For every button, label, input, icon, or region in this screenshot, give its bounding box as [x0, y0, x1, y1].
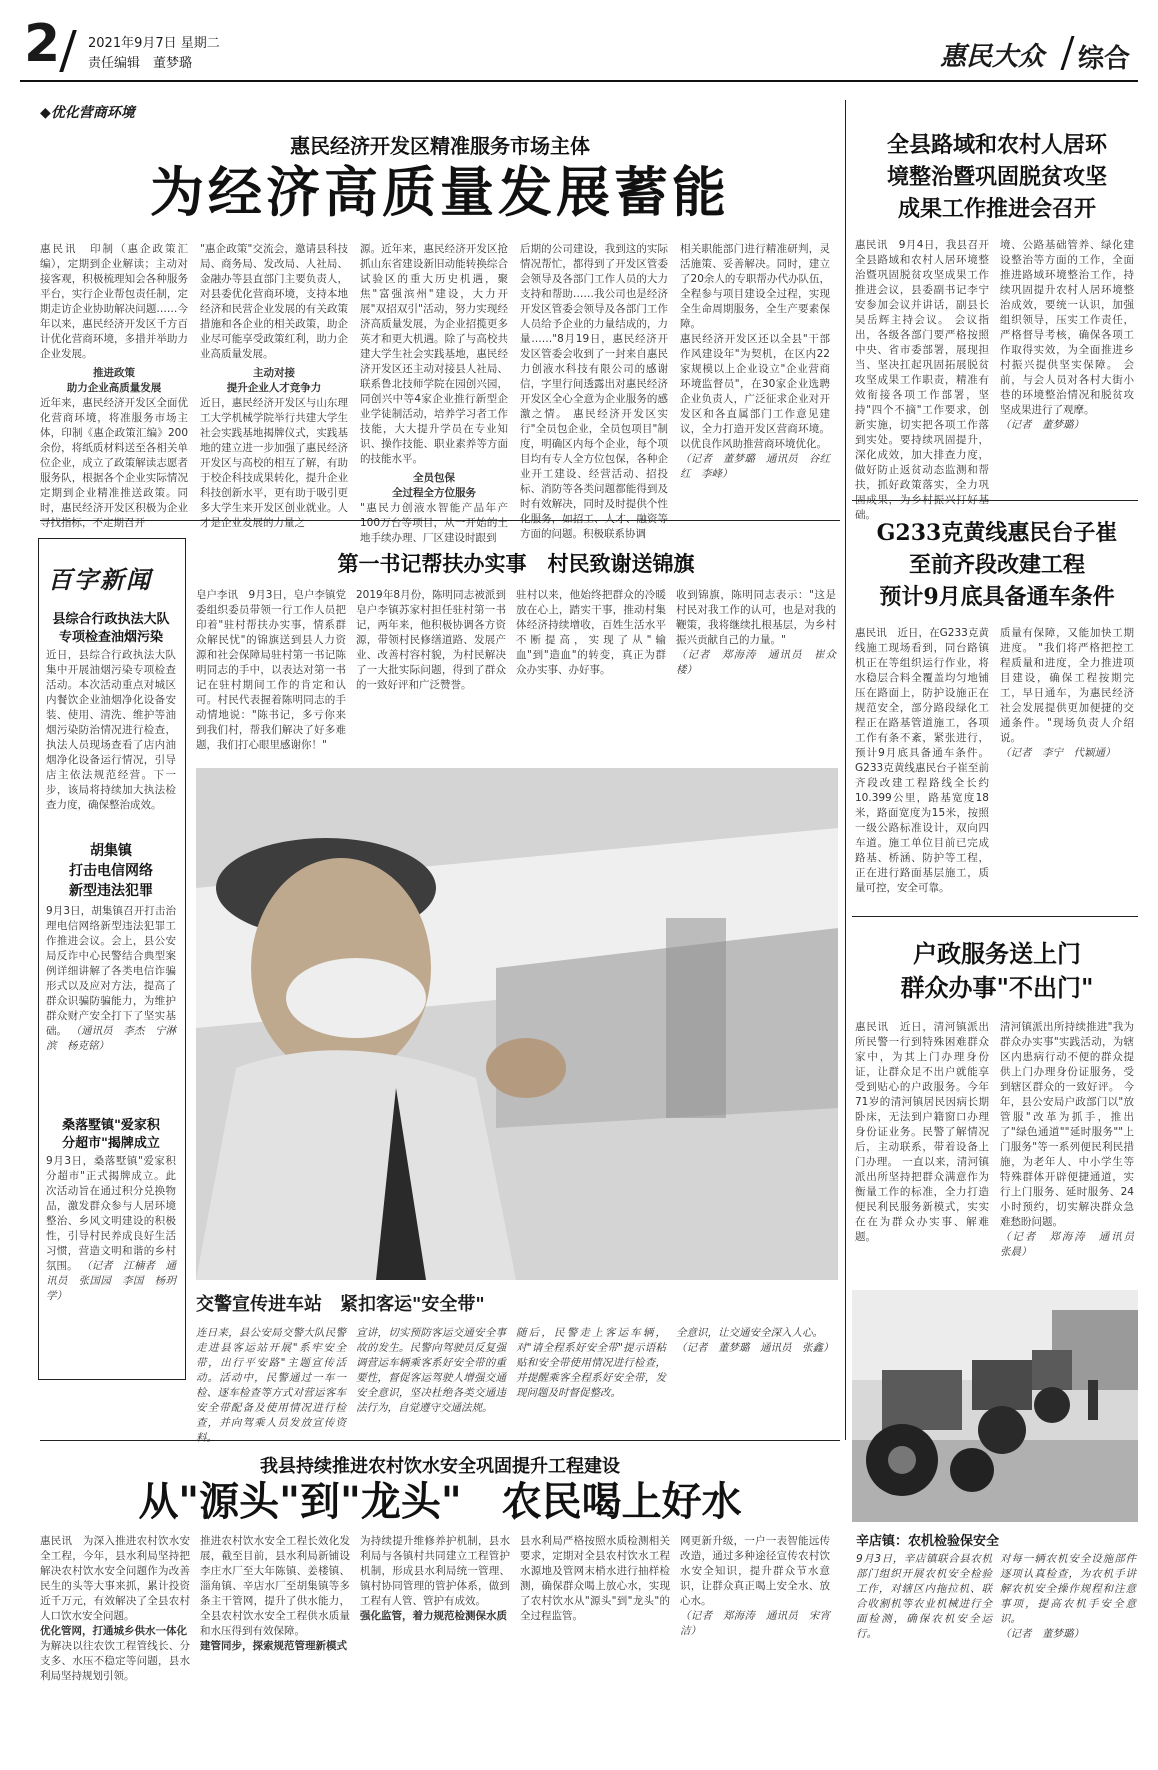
lead-col-2: [200, 242, 348, 529]
lead-right-rule: [845, 100, 846, 520]
bottom-col-2-text: 推进农村饮水安全工程长效化发展，截至目前，县水利局新铺设李庄水厂至大年陈镇、姜楼镇、淄角镇、辛店水厂至胡集镇等多条主干管网，提升了供水能力，全县农村饮水安全工程供水质量和水压得到有效保障。: [200, 1535, 350, 1637]
page-number: 2: [24, 14, 61, 74]
lead-col-5: [680, 242, 830, 512]
lead-col-5b-text: 惠民经济开发区还以全县"干部作风建设年"为契机，在区内22家规模以上企业设立"企业营商环境监督员"，在30家企业选聘企业负责人，广泛征求企业对开发区和各直属部门工作意见建议，全力打造开发区营商环境。以优良作风助推营商环境优化。: [680, 333, 830, 450]
rt-byline: （记者 董梦璐）: [1000, 419, 1084, 431]
rl-byline: （记者 郑海涛 通讯员 张晨）: [1000, 1231, 1145, 1258]
mid-col-1: 皂户李讯 9月3日，皂户李镇党委组织委员带领一行工作人员把印着"驻村帮扶办实事，情系群众解民忧"的锦旗送到县人力资源和社会保障局驻村第一书记陈明同志的手中，以表达对第一书记在驻村期间工作的肯定和认可。村民代表握着陈明同志的手动情地说："陈书记，多亏你来到我们村，帮我们解决了好多难题，我们打心眼里感谢你！": [196, 589, 346, 751]
rt-headline-3: 成果工作推进会召开: [897, 196, 1096, 222]
lead-col-2-text: "惠企政策"交流会，邀请县科技局、商务局、发改局、人社局、金融办等县直部门主要负责人，对县委优化营商环境，支持本地经济和民营企业发展的有关政策措施和各企业的相关政策，助企业尽可能享受政策红利，助力企业高质量发展。: [200, 243, 348, 360]
sb1-title-1: 县综合行政执法大队: [52, 612, 170, 627]
sb3-body-text: 9月3日，桑落墅镇"爱家积分超市"正式揭牌成立。此次活动旨在通过积分兑换物品，激发群众参与人居环境整治、乡风文明建设的积极性，引导村民养成良好生活习惯，营造文明和谐的乡村氛围。: [46, 1155, 176, 1272]
bottom-col-1b-text: 为解决以往农饮工程管线长、分支多、水压不稳定等问题，县水利局坚持规划引领。: [40, 1640, 190, 1682]
sb1-body: 近日，县综合行政执法大队集中开展油烟污染专项检查活动。本次活动重点对城区内餐饮企业油烟净化设备安装、使用、清洗、维护等油烟污染防治情况进行检查，执法人员现场查看了店内油烟净化设备运行情况，引导店主依法规范经营。下一步，该局将持续加大执法检查力度，确保整治成效。: [46, 649, 176, 811]
bottom-sub-3: 强化监管，着力规范检测保水质: [360, 1610, 507, 1622]
lead-bottom-rule: [40, 520, 840, 521]
lead-sub-2b: 提升企业人才竞争力: [226, 382, 322, 394]
masthead-divider-icon: [1060, 36, 1074, 70]
cap-byline: （记者 董梦璐 通讯员 张鑫）: [676, 1342, 834, 1354]
lead-col-4-text: 后期的公司建设，我到这的实际情况帮忙，都得到了开发区管委会领导及各部门工作人员的大力支持和帮助……我公司也是经济开发区管委会领导及各部门工作人员给予企业的力量结成的，力量……"8月19日，惠民经济开发区管委会收到了一封来自惠民力创液水科技有限公司的感谢信，字里行间透露出对惠民经济开发区全心全意为企业服务的感激之情。: [520, 243, 668, 420]
bottom-col-1-text: 惠民讯 为深入推进农村饮水安全工程，今年，县水利局坚持把解决农村饮水安全问题作为改善民生的头等大事来抓，累计投资近千万元，有效解决了全县农村人口饮水安全问题。: [40, 1535, 190, 1622]
bottom-col-2: [200, 1534, 350, 1760]
lead-col-3b-text: "惠民力创液水智能产品年产100万台等项目，从一开始的土地手续办理、厂区建设时跟到: [360, 502, 508, 544]
column-tag: ◆优化营商环境: [40, 105, 135, 121]
cap-col-4-text: 全意识，让交通安全深入人心。: [676, 1327, 823, 1339]
tractor-col-2: [1000, 1552, 1136, 1760]
rt-headline-2: 境整治暨巩固脱贫攻坚: [886, 164, 1107, 190]
sb2-body: [46, 904, 176, 1104]
bottom-section-rule: [40, 1440, 840, 1441]
cap-col-2: 宣讲，切实预防客运交通安全事故的发生。民警向驾驶员反复强调营运车辆乘客系好安全带的重要性，督促客运驾驶人增强交通安全意识，坚决杜绝各类交通违法行为，自觉遵守交通法规。: [356, 1327, 506, 1414]
lead-sub-3b: 全过程全方位服务: [392, 487, 476, 499]
lead-col-1-text: 惠民讯 印制（惠企政策汇编），定期到企业解读；主动对接客观，积极梳理知会各种服务平台，实行企业帮包责任制，定期走访企业协助解决问题……今年以来，惠民经济开发区千方百计优化营商环境，多措并举助力企业发展。: [40, 243, 188, 360]
lead-col-4b-text: 惠民经济开发区实行"全员包企业，全员包项目"制度，明确区内每个企业，每个项目均有专人全方位包保，各种企业开工建设、经营活动、招投标、消防等各类问题都能得到及时有效解决，同时及时提供个性化服务，如招工、人才、融资等方面的问题。积极联系协调: [520, 408, 669, 540]
rt-bottom-rule: [852, 500, 1138, 501]
sb2-title-2: 打击电信网络: [69, 863, 153, 879]
lead-col-3: [360, 242, 508, 544]
rt-col-2: [1000, 238, 1134, 490]
sb2-title-1: 胡集镇: [90, 843, 132, 859]
sidebar-title: 百字新闻: [48, 565, 152, 594]
bottom-col-5-text: 网更新升级，一户一表智能远传改造，通过多种途径宣传农村饮水安全知识，提升群众节水意识，让群众真正喝上安全水、放心水。: [680, 1535, 830, 1607]
bottom-col-4: 县水利局严格按照水质检测相关要求，定期对全县农村饮水工程水源地及管网末梢水进行抽样检测，确保群众喝上放心水，实现了农村饮水从"源头"到"龙头"的全过程监管。: [520, 1535, 670, 1622]
rt-col-2b-text: 会前，与会人员对各村大街小巷的环境整治情况和脱贫攻坚成果进行了观摩。: [1000, 359, 1134, 416]
bottom-sub-2: 建管同步，探索规范管理新模式: [200, 1640, 347, 1652]
rl-col-1: [855, 1020, 989, 1278]
mid-col-4: [676, 588, 836, 760]
page-slash-icon: [59, 30, 77, 72]
lead-sub-2: 主动对接: [253, 367, 295, 379]
sb3-title-2: 分超市"揭牌成立: [62, 1136, 160, 1151]
paper-name: 惠民大众: [940, 42, 1045, 72]
rl-headline-2: 群众办事"不出门": [900, 973, 1094, 1002]
masthead-rule: [20, 80, 1138, 82]
lead-col-1b-text: 近年来，惠民经济开发区全面优化营商环境，将准服务市场主体，印制《惠企政策汇编》200余份，将纸质材料送至各相关单位企业，成立了政策解读志愿者服务队，根据各个企业实际情况定期到企业精准推送政策。同时，惠民经济开发区积极为企业寻找指标，不定期召开: [40, 397, 188, 529]
lead-col-3-text: 源。近年来，惠民经济开发区抢抓山东省建设新旧动能转换综合试验区的重大历史机遇，聚焦"富强滨州"建设，大力开展"双招双引"活动，努力实现经济高质量发展，为企业招揽更多英才和更大机遇。除了与高校共建大学生社会实践基地，惠民经济开发区还主动对接县人社局、联系鲁北技师学院在园创兴园，同创兴中等4家企业推行新型企业学徒制活动，培养学习者工作技能，大大提升学员在专业知识、操作技能、职业素养等方面的技能水平。: [360, 243, 508, 465]
sb3-byline: （记者 江楠者 通讯员 张国园 李国 杨玥学）: [46, 1260, 177, 1302]
bottom-kicker: 我县持续推进农村饮水安全巩固提升工程建设: [260, 1456, 620, 1477]
rm-col-2: [1000, 626, 1134, 904]
rt-headline-1: 全县路域和农村人居环: [886, 132, 1107, 158]
lead-col-5-text: 相关职能部门进行精准研判，灵活施策、妥善解决。同时，建立了20余人的专职帮办代办队伍，全程参与项目建设全过程，实现全生命周期服务，全生产要素保障。: [680, 243, 830, 330]
tractor-col-2-text: 对每一辆农机安全设施部件逐项认真检查，为农机手讲解农机安全操作规程和注意事项，提高农机手安全意识。: [1000, 1553, 1136, 1625]
tractor-byline: （记者 董梦璐）: [1000, 1628, 1084, 1640]
middle-right-rule: [845, 520, 846, 1440]
rm-headline-1: G233克黄线惠民台子崔: [876, 520, 1118, 546]
rl-col-2: [1000, 1020, 1145, 1278]
mid-byline: （记者 郑海涛 通讯员 崔众楼）: [676, 649, 836, 676]
tractor-illustration: [852, 1290, 1138, 1522]
lead-col-1: [40, 242, 188, 529]
sb2-body-text: 9月3日，胡集镇召开打击治理电信网络新型违法犯罪工作推进会议。会上，县公安局反诈中心民警结合典型案例详细讲解了各类电信诈骗形式以及应对方法，提高了群众识骗防骗能力，为维护群众财产安全打下了坚实基础。: [46, 905, 176, 1037]
rt-col-1-text: 惠民讯 9月4日，我县召开全县路域和农村人居环境整治暨巩固脱贫攻坚成果工作推进会议，县委副书记李宁安参加会议并讲话，副县长吴岳辉主持会议。: [855, 239, 989, 326]
rm-col-2b-text: "我们将严格把控工程质量和进度，全力推进项目建设，确保工程按期完工，早日通车，为惠民经济社会发展提供更加便捷的交通条件。"现场负责人介绍说。: [1000, 642, 1134, 744]
rt-col-2-text: 境、公路基础管养、绿化建设整治等方面的工作，全面推进路域环境整治工作，持续巩固提升农村人居环境整治成效，要统一认识，加强组织领导，压实工作责任，严格督导考核，确保各项工作取得实效，为全面推进乡村振兴提供坚实保障。: [1000, 239, 1134, 371]
bottom-sub-1: 优化管网，打通城乡供水一体化: [40, 1625, 187, 1637]
mid-col-3: 驻村以来，他始终把群众的冷暖放在心上，踏实干事，推动村集体经济持续增收，百姓生活水平不断提高，实现了从"输血"到"造血"的转变，真正为群众办实事、办好事。: [516, 589, 666, 676]
mid-headline: 第一书记帮扶办实事 村民致谢送锦旗: [337, 551, 695, 576]
bottom-col-3: [360, 1534, 510, 1760]
rm-col-1b-text: G233克黄线惠民台子崔至前齐段改建工程路线全长约10.399公里，路基宽度18米，路面宽度为15米，按照一级公路标准设计，双向四车道。施工单位目前已完成路基、桥涵、防护等工程，正在进行路面基层施工，质量可控，安全可靠。: [855, 762, 989, 894]
lead-col-2b-text: 近日，惠民经济开发区与山东理工大学机械学院举行共建大学生社会实践基地揭牌仪式，实践基地的建立进一步加强了惠民经济开发区与高校的相互了解，有助于校企科技成果转化，提升企业科技创新水平，更有助于吸引更多大学生来开发区创业就业。人才是企业发展的力量之: [200, 397, 348, 529]
bottom-headline: 从"源头"到"龙头" 农民喝上好水: [138, 1478, 742, 1525]
traffic-police-photo: [196, 768, 838, 1280]
rl-col-1b-text: 一直以来，清河镇派出所坚持把群众满意作为衡量工作的标准，全力打造便民利民服务新模式，实实在在为群众办实事、解难题。: [855, 1156, 990, 1243]
rm-col-1: [855, 626, 989, 904]
sb1-title-2: 专项检查油烟污染: [58, 630, 163, 645]
traffic-police-illustration: [196, 768, 838, 1280]
rm-headline-3: 预计9月底具备通车条件: [879, 584, 1115, 610]
tractor-photo: [852, 1290, 1138, 1522]
sb2-byline: （通讯员 李杰 宁淋滨 杨克铭）: [46, 1025, 177, 1052]
mid-col-2: 2019年8月份，陈明同志被派到皂户李镇苏家村担任驻村第一书记，两年来，他积极协调各方资源，带领村民修缮道路、发展产业、改善村容村貌，为村民解决了一大批实际问题，得到了群众的一致好评和广泛赞誉。: [356, 589, 506, 691]
tractor-caption: 辛店镇：农机检验保安全: [856, 1534, 1000, 1549]
editor-line: 责任编辑 董梦璐: [88, 56, 193, 71]
rm-col-1-text: 惠民讯 近日，在G233克黄线施工现场看到，同台路镇机正在等组织运行作业，将水稳层合料全覆盖均匀地铺压在路面上，防护设施正在规范安全，部分路段绿化工程正在路基管道施工，各项工作有条不紊，紧张进行，预计9月底具备通车条件。: [855, 627, 989, 759]
rl-headline-1: 户政服务送上门: [913, 939, 1081, 968]
rl-col-2-text: 清河镇派出所持续推进"我为群众办实事"实践活动，为辖区内患病行动不便的群众提供上门办理身份证服务，受到辖区群众的一致好评。: [1000, 1021, 1134, 1093]
sb2-title-3: 新型违法犯罪: [69, 883, 153, 899]
section-name: 综合: [1078, 44, 1131, 74]
lead-byline: （记者 董梦璐 通讯员 谷红红 李峰）: [680, 453, 830, 480]
cap-col-1: 连日来，县公安局交警大队民警走进县客运站开展"系牢安全带，出行平安路"主题宣传活动。活动中，民警通过一车一检、逐车检查等方式对营运客车安全带配备及使用情况进行检查，并向驾乘人员发放宣传资料。: [196, 1327, 346, 1444]
date-line: 2021年9月7日 星期二: [88, 36, 220, 51]
bottom-col-3-text: 为持续提升维修养护机制，县水利局与各镇村共同建立工程管护机制，形成县水利局统一管理、镇村协同管理的管护体系，做到工程有人管、管护有成效。: [360, 1535, 510, 1607]
rm-col-2-text: 质量有保障，又能加快工期进度。: [1000, 627, 1134, 654]
sb3-body: [46, 1154, 176, 1370]
rt-col-1: [855, 238, 990, 521]
lead-col-4: [520, 242, 669, 540]
rl-col-1-text: 惠民讯 近日，清河镇派出所民警一行到特殊困难群众家中，为其上门办理身份证，让群众足不出户就能享受到贴心的户政服务。今年71岁的清河镇居民因病长期卧床，无法到户籍窗口办理身份证业务。民警了解情况后，主动联系，带着设备上门办理。: [855, 1021, 989, 1168]
tractor-col-1: 9月3日，辛店镇联合县农机部门组织开展农机安全检验工作，对辖区内拖拉机、联合收割机等农业机械进行全面检测，确保农机安全运行。: [856, 1553, 992, 1640]
sb3-title-1: 桑落墅镇"爱家积: [62, 1118, 160, 1133]
mid-col-4-text: 收到锦旗，陈明同志表示："这是村民对我工作的认可，也是对我的鞭策，我将继续扎根基层，为乡村振兴贡献自己的力量。": [676, 589, 836, 646]
cap-col-4: [676, 1326, 836, 1430]
lead-sub-3: 全员包保: [413, 472, 455, 484]
rl-col-2b-text: 今年，县公安局户政部门以"放管服"改革为抓手，推出了"绿色通道""延时服务""上门服务"等一系列便民利民措施，为老年人、中小学生等特殊群体开辟便捷通道，实行上门服务、延时服务、24小时预约，切实解决群众急难愁盼问题。: [1000, 1081, 1135, 1228]
rm-byline: （记者 李宁 代颖通）: [1000, 747, 1116, 759]
traffic-caption: 交警宣传进车站 紧扣客运"安全带": [196, 1294, 485, 1315]
lead-sub-1b: 助力企业高质量发展: [66, 382, 162, 394]
lead-headline: 为经济高质量发展蓄能: [150, 160, 730, 224]
rm-headline-2: 至前齐段改建工程: [908, 552, 1085, 578]
rm-bottom-rule: [852, 916, 1138, 917]
bottom-col-5: [680, 1534, 830, 1760]
lead-sub-1: 推进政策: [93, 367, 135, 379]
cap-col-3: 随后，民警走上客运车辆，对"请全程系好安全带"提示语粘贴和安全带使用情况进行检查，并提醒乘客全程系好安全带，发现问题及时督促整改。: [516, 1327, 666, 1399]
lead-kicker: 惠民经济开发区精准服务市场主体: [290, 134, 590, 158]
bottom-col-1: [40, 1534, 190, 1760]
bottom-byline: （记者 郑海涛 通讯员 宋宵洁）: [680, 1610, 830, 1637]
rt-col-1b-text: 会议指出，各级各部门要严格按照中央、省市委部署，展现担当、坚决扛起巩固拓展脱贫攻坚成果工作职责，精准有效衔接各项工作部署，坚持"四个不摘"工作要求，创新实施，切实把各项工作落到实处。要持续巩固提升，深化成效，加大排查力度，做好防止返贫动态监测和帮扶，抓好政策落实，全力巩固成果，为乡村振兴打好基础。: [855, 314, 990, 521]
